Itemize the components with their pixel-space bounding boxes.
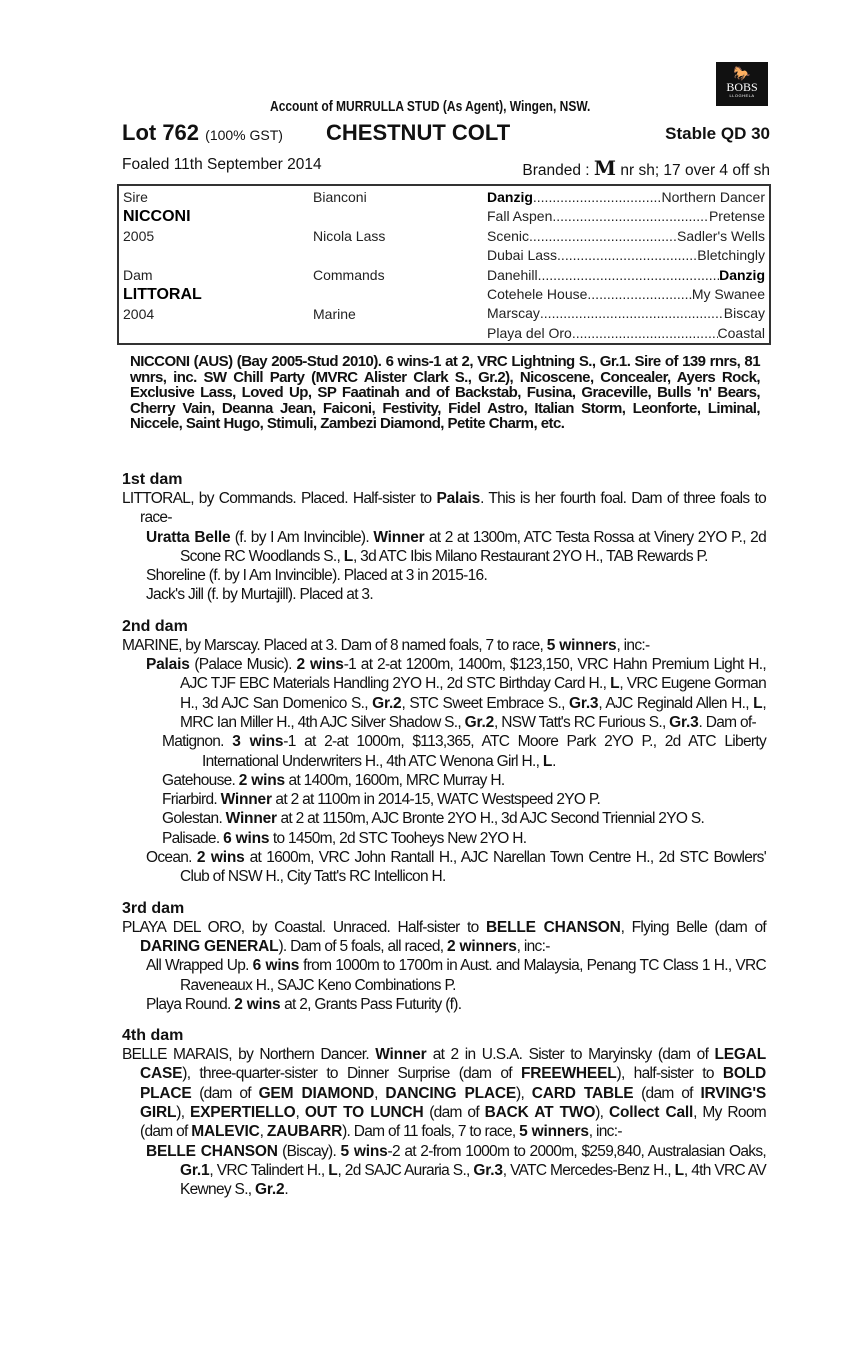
- great-grandparent-row: [487, 246, 765, 266]
- text: . Dam of-: [698, 713, 756, 731]
- grandsire-maternal: Commands: [313, 267, 385, 283]
- text: Palisade.: [162, 829, 224, 847]
- text: Ocean.: [146, 849, 197, 867]
- text: .: [552, 752, 556, 770]
- sire-year: 2005: [123, 228, 155, 244]
- bold-text: DARING GENERAL: [140, 937, 279, 955]
- text: ). Dam of 11 foals, 7 to race,: [342, 1123, 520, 1141]
- text: , MRC Ian Miller H., 4th AJC Silver Shadow S.,: [180, 694, 767, 731]
- bold-text: IRVING'S GIRL: [140, 1084, 766, 1122]
- horse-description: CHESTNUT COLT: [326, 120, 511, 145]
- bold-text: L: [753, 694, 763, 712]
- text: , Flying Belle (dam of: [620, 918, 766, 936]
- branded-text: nr sh; 17 over 4 off sh: [620, 162, 770, 179]
- bold-text: 2 wins: [238, 771, 285, 789]
- text: . This is her fourth foal. Dam of three foals to race-: [140, 490, 766, 527]
- horse-icon: 🐎: [733, 65, 751, 81]
- text: at 1400m, 1600m, MRC Murray H.: [284, 771, 505, 789]
- progeny-entry: [122, 655, 766, 732]
- text: , 4th VRC AV Kewney S.,: [180, 1161, 766, 1199]
- bold-text: 2 winners: [446, 937, 517, 955]
- text: -1 at 2-at 1000m, $113,365, ATC Moore Park 2YO P., 2d ATC Liberty International Underwriters H., 4th ATC Wenona Girl H.,: [202, 733, 767, 770]
- text: , inc:-: [616, 636, 650, 654]
- bold-text: 3 wins: [232, 733, 284, 751]
- bold-text: Gr.2: [255, 1181, 285, 1199]
- section-heading: 3rd dam: [122, 899, 185, 917]
- progeny-entry: [122, 1045, 766, 1141]
- gst-note: (100% GST): [205, 127, 283, 143]
- text: All Wrapped Up.: [146, 957, 253, 975]
- bold-text: Gr.2: [464, 713, 495, 731]
- bold-text: 5 wins: [340, 1142, 388, 1160]
- dam-year: 2004: [123, 306, 155, 322]
- text: (Palace Music).: [189, 656, 297, 674]
- great-grandparent-name: Danehill: [487, 266, 538, 283]
- bold-text: L: [343, 547, 353, 565]
- great-grandparent-name: Marscay: [487, 305, 540, 322]
- grandsire-paternal: Bianconi: [313, 189, 367, 205]
- logo-subtext: LLOGHELA: [729, 93, 755, 98]
- bold-text: Uratta Belle: [146, 528, 231, 546]
- bold-text: 6 wins: [223, 829, 270, 847]
- logo-text: BOBS: [726, 80, 758, 94]
- sire-summary: NICCONI (AUS) (Bay 2005-Stud 2010). 6 wins-1 at 2, VRC Lightning S., Gr.1. Sire of 139 rnrs, 81 wnrs, inc. SW Chill Party (MVRC Alister Clark S., Gr.2), Nicoscene, Concealer, Ayers Rock, Exclusive Lass, Loved Up, SP Faatinah and of Backstab, Fusina, Graceville, Bulls 'n' Bears, Cherry Vain, Deanna Jean, Faiconi, Festivity, Fidel Astro, Italian Storm, Leonforte, Liminal, Niccele, Saint Hugo, Stimuli, Zambezi Diamond, Petite Charm, etc.: [130, 353, 760, 433]
- bold-text: FREEWHEEL: [520, 1065, 617, 1083]
- lot-number: [122, 120, 283, 146]
- text: , VRC Eugene Gorman H., 3d AJC San Domenico S.,: [180, 675, 766, 712]
- text: (dam of: [633, 1084, 701, 1102]
- dot-leader: [540, 304, 724, 324]
- bold-text: BELLE CHANSON: [485, 918, 621, 936]
- bold-text: L: [542, 752, 553, 770]
- pedigree-details: [122, 470, 766, 1212]
- lot-line: [122, 120, 770, 148]
- text: ), three-quarter-sister to Dinner Surprise (dam of: [182, 1065, 521, 1083]
- text: , NSW Tatt's RC Furious S.,: [494, 713, 670, 731]
- text: , VATC Mercedes-Benz H.,: [502, 1161, 675, 1179]
- text: ),: [176, 1104, 191, 1122]
- progeny-entry: [122, 732, 766, 771]
- great-grandparent-row: [487, 188, 765, 208]
- bold-text: MALEVIC: [191, 1123, 260, 1141]
- bold-text: 5 winners: [546, 636, 617, 654]
- text: Playa Round.: [146, 995, 235, 1013]
- text: PLAYA DEL ORO, by Coastal. Unraced. Half-sister to: [122, 918, 486, 936]
- bold-text: 2 wins: [296, 656, 344, 674]
- great-grandparent-sire: Coastal: [717, 324, 765, 341]
- progeny-entry: [122, 918, 766, 957]
- bold-text: Palais: [436, 490, 481, 507]
- lot-label: Lot 762: [122, 120, 200, 145]
- text: at 2 at 1300m, ATC Testa Rossa at Vinery 2YO P., 2d Scone RC Woodlands S.,: [180, 528, 767, 565]
- great-grandparent-name: Playa del Oro: [487, 324, 572, 341]
- text: ),: [595, 1104, 609, 1122]
- progeny-entry: [122, 528, 766, 567]
- text: (Biscay).: [277, 1142, 341, 1160]
- text: (f. by I Am Invincible).: [230, 528, 374, 546]
- great-grandparent-row: [487, 324, 765, 344]
- pedigree-table: [117, 184, 771, 345]
- bold-text: DANCING PLACE: [385, 1084, 517, 1102]
- text: at 2 at 1100m in 2014-15, WATC Westspeed 2YO P.: [271, 791, 601, 809]
- progeny-entry: [122, 809, 766, 828]
- bold-text: EXPERTIELLO: [190, 1104, 296, 1122]
- bold-text: Winner: [225, 810, 277, 828]
- text: Golestan.: [162, 810, 226, 828]
- text: ,: [295, 1104, 305, 1122]
- great-grandparent-row: [487, 207, 765, 227]
- bold-text: 5 winners: [519, 1123, 589, 1141]
- great-grandparent-sire: Northern Dancer: [661, 189, 765, 205]
- great-grandparent-row: [487, 227, 765, 247]
- bold-text: Winner: [220, 791, 272, 809]
- dam-section: [122, 899, 766, 1014]
- bold-text: L: [674, 1161, 684, 1179]
- text: (dam of: [191, 1084, 259, 1102]
- brand-mark-icon: M: [593, 156, 617, 180]
- progeny-entry: [122, 995, 766, 1014]
- sire-name: NICCONI: [123, 208, 191, 225]
- progeny-entry: [122, 636, 766, 655]
- text: at 2, Grants Pass Futurity (f).: [280, 995, 462, 1013]
- progeny-entry: [122, 489, 766, 528]
- progeny-entry: [122, 790, 766, 809]
- progeny-entry: [122, 1142, 766, 1200]
- dot-leader: [572, 324, 718, 344]
- text: ), half-sister to: [616, 1065, 723, 1083]
- bold-text: Winner: [375, 1046, 427, 1064]
- dot-leader: [552, 207, 709, 227]
- great-grandparent-name: Dubai Lass: [487, 247, 558, 264]
- progeny-entry: [122, 566, 766, 585]
- vendor-account: [0, 98, 860, 115]
- bold-text: 2 wins: [234, 995, 281, 1013]
- great-grandparent-sire: Danzig: [719, 266, 765, 283]
- dam-section: [122, 617, 766, 887]
- section-heading: 4th dam: [122, 1027, 184, 1045]
- text: , My Room (dam of: [140, 1104, 766, 1141]
- text: , VRC Talindert H.,: [209, 1161, 329, 1179]
- text: at 2 at 1150m, AJC Bronte 2YO H., 3d AJC Second Triennial 2YO S.: [276, 810, 705, 828]
- bold-text: 2 wins: [196, 849, 245, 867]
- great-grandparent-row: [487, 304, 765, 324]
- dam-name: LITTORAL: [123, 286, 202, 303]
- text: -2 at 2-from 1000m to 2000m, $259,840, Australasian Oaks,: [387, 1142, 766, 1160]
- text: Friarbird.: [162, 791, 221, 809]
- bold-text: Gr.2: [372, 694, 402, 712]
- bold-text: Gr.3: [669, 713, 699, 731]
- text: (dam of: [423, 1104, 485, 1122]
- foaled-date: Foaled 11th September 2014: [122, 156, 322, 173]
- progeny-entry: [122, 829, 766, 848]
- great-grandparent-row: [487, 285, 765, 305]
- text: , STC Sweet Embrace S.,: [401, 694, 569, 712]
- text: , AJC Reginald Allen H.,: [598, 694, 754, 712]
- bold-text: Palais: [146, 656, 190, 674]
- vendor-account-text: Account of MURRULLA STUD (As Agent), Wingen, NSW.: [269, 98, 591, 115]
- bold-text: 6 wins: [252, 957, 300, 975]
- text: , 3d ATC Ibis Milano Restaurant 2YO H., TAB Rewards P.: [352, 547, 708, 565]
- branding: [522, 156, 770, 180]
- bold-text: BELLE CHANSON: [146, 1142, 278, 1160]
- text: Gatehouse.: [162, 771, 239, 789]
- great-grandparent-name: Scenic: [487, 227, 530, 244]
- text: from 1000m to 1700m in Aust. and Malaysia, Penang TC Class 1 H., VRC Raveneaux H., SAJC Keno Combinations P.: [180, 957, 766, 994]
- great-grandparent-sire: My Swanee: [691, 286, 765, 302]
- bold-text: L: [610, 675, 620, 693]
- bold-text: OUT TO LUNCH: [304, 1104, 424, 1122]
- bold-text: Winner: [373, 528, 425, 546]
- text: , inc:-: [588, 1123, 622, 1141]
- dot-leader: [538, 266, 720, 286]
- text: , inc:-: [516, 937, 550, 955]
- great-grandparent-name: Cotehele House: [487, 286, 588, 302]
- sire-label: Sire: [123, 189, 148, 205]
- progeny-entry: [122, 848, 766, 887]
- bold-text: Collect Call: [608, 1104, 694, 1122]
- text: ). Dam of 5 foals, all raced,: [278, 937, 447, 955]
- dot-leader: [587, 285, 691, 305]
- bold-text: Gr.1: [180, 1161, 210, 1179]
- great-grandparent-row: [487, 266, 765, 286]
- text: at 1600m, VRC John Rantall H., AJC Narellan Town Centre H., 2d STC Bowlers' Club of NSW H., City Tatt's RC Intellicon H.: [180, 849, 766, 886]
- bold-text: CARD TABLE: [531, 1084, 634, 1102]
- text: , 2d SAJC Auraria S.,: [337, 1161, 474, 1179]
- dam-section: [122, 1026, 766, 1199]
- text: Shoreline (f. by I Am Invincible). Placed at 3 in 2015-16.: [146, 567, 488, 585]
- great-grandparent-sire: Bletchingly: [697, 247, 765, 264]
- progeny-entry: [122, 771, 766, 790]
- text: ,: [374, 1084, 386, 1102]
- text: -1 at 2-at 1200m, 1400m, $123,150, VRC Hahn Premium Light H., AJC TJF EBC Materials Handling 2YO H., 2d STC Birthday Card H.,: [180, 656, 766, 693]
- dam-label: Dam: [123, 267, 153, 283]
- granddam-maternal: Marine: [313, 306, 356, 322]
- bold-text: BOLD PLACE: [140, 1065, 766, 1102]
- granddam-paternal: Nicola Lass: [313, 228, 386, 244]
- text: ),: [516, 1084, 532, 1102]
- dot-leader: [533, 188, 662, 208]
- text: LITTORAL, by Commands. Placed. Half-sister to: [122, 490, 437, 507]
- progeny-entry: [122, 956, 766, 995]
- text: BELLE MARAIS, by Northern Dancer.: [122, 1046, 376, 1064]
- dam-section: [122, 470, 766, 605]
- section-heading: 1st dam: [122, 471, 183, 488]
- great-grandparent-sire: Biscay: [723, 305, 765, 322]
- great-grandparent-name: Danzig: [487, 189, 533, 205]
- bold-text: LEGAL CASE: [140, 1046, 766, 1083]
- section-heading: 2nd dam: [122, 617, 188, 635]
- bold-text: L: [328, 1161, 338, 1179]
- text: at 2 in U.S.A. Sister to Maryinsky (dam of: [426, 1046, 715, 1064]
- bold-text: BACK AT TWO: [484, 1104, 596, 1122]
- dot-leader: [557, 246, 697, 266]
- text: ,: [259, 1123, 267, 1141]
- progeny-entry: [122, 585, 766, 604]
- great-grandparent-name: Fall Aspen: [487, 208, 553, 225]
- stable-location: Stable QD 30: [665, 124, 770, 143]
- bold-text: ZAUBARR: [266, 1123, 343, 1141]
- bold-text: Gr.3: [568, 694, 599, 712]
- text: Jack's Jill (f. by Murtajill). Placed at 3.: [146, 586, 373, 604]
- text: .: [284, 1181, 288, 1199]
- bold-text: Gr.3: [473, 1161, 503, 1179]
- text: to 1450m, 2d STC Tooheys New 2YO H.: [269, 829, 527, 847]
- great-grandparent-sire: Pretense: [708, 208, 765, 225]
- great-grandparent-sire: Sadler's Wells: [677, 227, 765, 244]
- text: Matignon.: [162, 733, 233, 751]
- bold-text: GEM DIAMOND: [258, 1084, 375, 1102]
- text: MARINE, by Marscay. Placed at 3. Dam of 8 named foals, 7 to race,: [122, 636, 547, 654]
- dot-leader: [529, 227, 677, 247]
- branded-label: Branded :: [522, 162, 590, 179]
